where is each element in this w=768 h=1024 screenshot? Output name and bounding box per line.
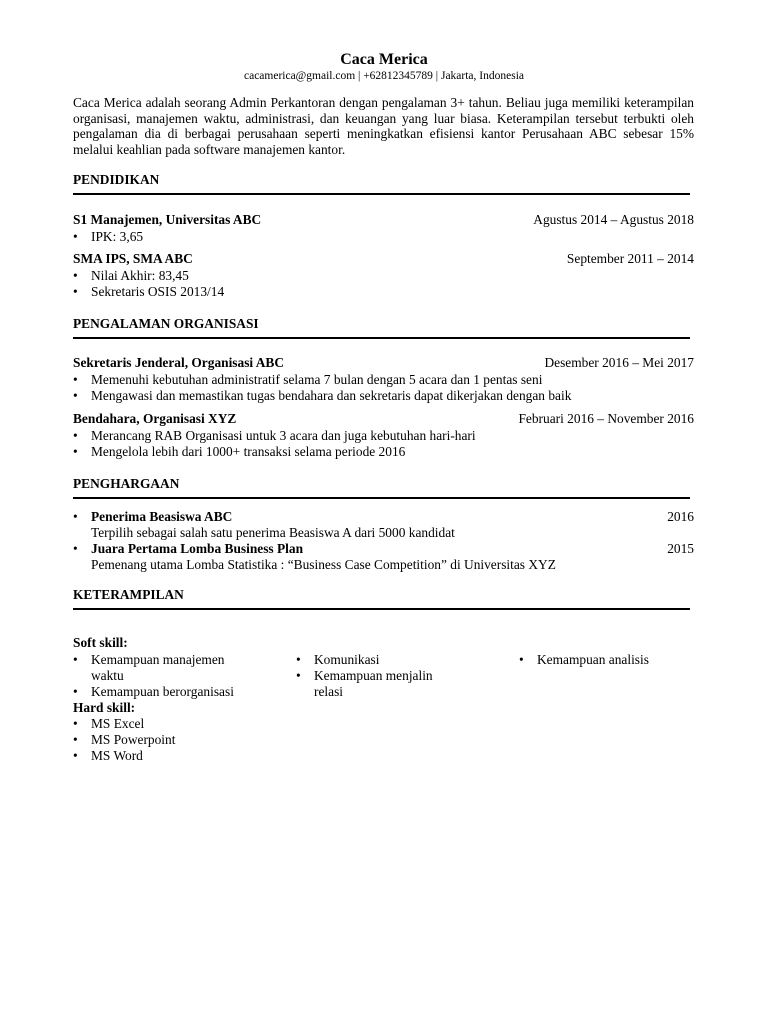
section-divider [73, 608, 690, 610]
bullet-icon: • [73, 229, 78, 244]
bullet-icon: • [73, 444, 78, 459]
soft-skill-label: Soft skill: [73, 635, 128, 650]
candidate-name: Caca Merica [340, 51, 428, 68]
bullet-icon: • [73, 284, 78, 299]
bullet-icon: • [73, 541, 78, 556]
list-item-continuation: waktu [91, 668, 124, 683]
entry-name: S1 Manajemen, Universitas ABC [73, 212, 262, 227]
section-divider [73, 497, 690, 499]
list-item-continuation: relasi [314, 684, 343, 699]
entry-name: SMA IPS, SMA ABC [73, 251, 193, 266]
bullet-icon: • [296, 652, 301, 667]
bullet-icon: • [73, 748, 78, 763]
entry-name: Sekretaris Jenderal, Organisasi ABC [73, 355, 285, 370]
award-year: 2016 [667, 509, 694, 524]
bullet-icon: • [296, 668, 301, 683]
bullet-icon: • [73, 268, 78, 283]
entry-date: Desember 2016 – Mei 2017 [544, 355, 694, 370]
hard-skill-label: Hard skill: [73, 700, 136, 715]
section-title-awards: PENGHARGAAN [73, 476, 180, 491]
resume-page: Caca Merica cacamerica@gmail.com | +62812345789 | Jakarta, Indonesia Caca Merica adalah seorang Admin Perkantoran dengan pengalaman 3+ tahun. Beliau juga memiliki keterampilan organisasi, manajemen waktu, administrasi, dan keuangan yang luar biasa. Keterampilan tersebut terbukti oleh pengalaman dia di berbagai perusahaan seperti meningkatkan efisiensi kantor Perusahaan ABC sebesar 15% melalui keahlian pada software manajemen kantor. PENDIDIKAN S1 Manajemen, Universitas ABC Agustus 2014 – Agustus 2018 • IPK: 3,65 SMA IPS, SMA ABC September 2011 – 2014 • Nilai Akhir: 83,45 • Sekretaris OSIS 2013/14 PENGALAMAN ORGANISASI Sekretaris Jenderal, Organisasi ABC Desember 2016 – Mei 2017 • Memenuhi kebutuhan administratif selama 7 bulan dengan 5 acara dan 1 pentas seni • Mengawasi dan memastikan tugas bendahara dan sekretaris dapat dikerjakan dengan baik Bendahara, Organisasi XYZ Februari 2016 – November 2016 • Merancang RAB Organisasi untuk 3 acara dan juga kebutuhan hari-hari • Mengelola lebih dari 1000+ transaksi selama periode 2016 PENGHARGAAN • Penerima Beasiswa ABC 2016 Terpilih sebagai salah satu penerima Beasiswa A dari 5000 kandidat • Juara Pertama Lomba Business Plan 2015 Pemenang utama Lomba Statistika : “Business Case Competition” di Universitas XYZ KETERAMPILAN Soft skill: • Kemampuan manajemen waktu • Kemampuan berorganisasi • Komunikasi • Kemampuan menjalin relasi • Kemampuan analisis Hard skill: • MS Excel • MS Powerpoint • MS Word [0, 0, 768, 1024]
entry-date: September 2011 – 2014 [566, 251, 694, 266]
bullet-icon: • [73, 732, 78, 747]
bullet-icon: • [73, 716, 78, 731]
award-year: 2015 [667, 541, 694, 556]
section-title-education: PENDIDIKAN [73, 172, 160, 187]
section-divider [73, 337, 690, 339]
bullet-icon: • [519, 652, 524, 667]
bullet-icon: • [73, 509, 78, 524]
entry-name: Bendahara, Organisasi XYZ [73, 411, 237, 426]
contact-line: cacamerica@gmail.com | +62812345789 | Jakarta, Indonesia [243, 70, 524, 82]
section-title-organization: PENGALAMAN ORGANISASI [73, 316, 259, 331]
award-description: Terpilih sebagai salah satu penerima Beasiswa A dari 5000 kandidat [91, 525, 455, 540]
bullet-icon: • [73, 372, 78, 387]
entry-date: Agustus 2014 – Agustus 2018 [533, 212, 694, 227]
award-name: Penerima Beasiswa ABC [91, 509, 233, 524]
bullet-icon: • [73, 652, 78, 667]
profile-summary: Caca Merica adalah seorang Admin Perkantoran dengan pengalaman 3+ tahun. Beliau juga memiliki keterampilan organisasi, manajemen waktu, administrasi, dan keuangan yang luar biasa. Keterampilan tersebut terbukti oleh pengalaman dia di berbagai perusahaan seperti meningkatkan efisiensi kantor Perusahaan ABC sebesar 15% melalui keahlian pada software manajemen kantor. [73, 95, 694, 157]
bullet-icon: • [73, 428, 78, 443]
bullet-icon: • [73, 684, 78, 699]
section-divider [73, 193, 690, 195]
bullet-icon: • [73, 388, 78, 403]
award-name: Juara Pertama Lomba Business Plan [91, 541, 304, 556]
section-title-skills: KETERAMPILAN [73, 587, 184, 602]
award-description: Pemenang utama Lomba Statistika : “Business Case Competition” di Universitas XYZ [91, 557, 556, 572]
entry-date: Februari 2016 – November 2016 [518, 411, 694, 426]
